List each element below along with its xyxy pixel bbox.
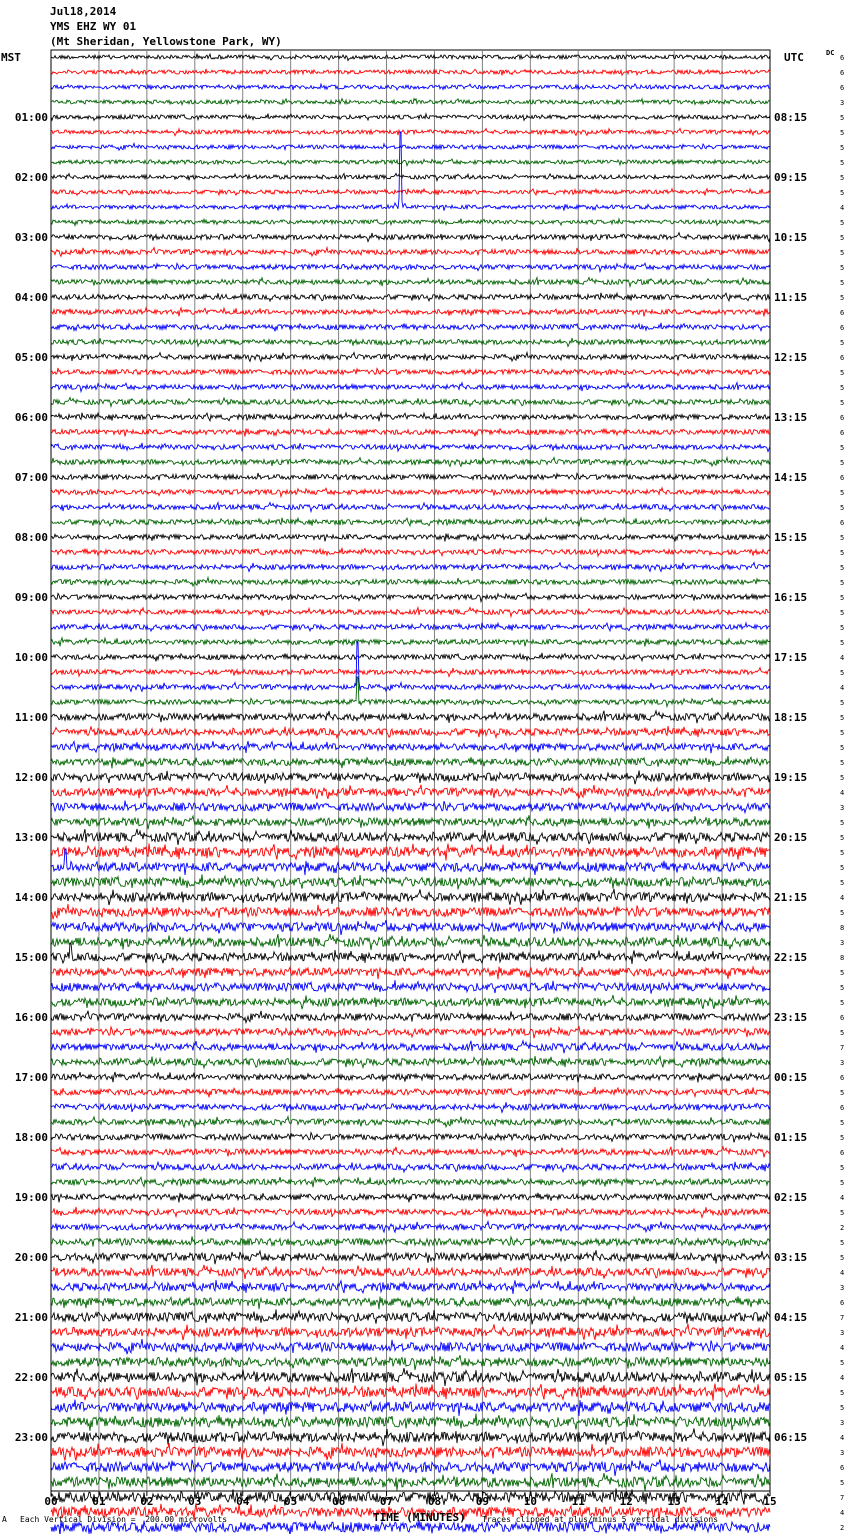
seismic-trace [51, 1265, 770, 1279]
seismic-trace [51, 413, 770, 422]
dc-value: 6 [840, 1104, 845, 1112]
right-time-label: 17:15 [774, 651, 808, 664]
seismic-trace [51, 1133, 770, 1143]
dc-value: 5 [840, 504, 845, 512]
seismic-trace [51, 1428, 770, 1446]
seismic-trace [51, 278, 770, 287]
seismic-trace [51, 534, 770, 542]
seismic-trace [51, 1236, 770, 1246]
dc-value: 6 [840, 1074, 845, 1082]
seismic-trace [51, 563, 770, 572]
seismic-trace [51, 503, 770, 512]
seismic-trace [51, 578, 770, 587]
seismic-trace [51, 1339, 770, 1354]
dc-value: 4 [840, 1434, 845, 1442]
dc-value: 3 [840, 804, 845, 812]
dc-value: 5 [840, 1089, 845, 1097]
seismic-trace [51, 308, 770, 317]
seismic-trace [51, 1177, 770, 1187]
dc-value: 5 [840, 759, 845, 767]
right-time-label: 20:15 [774, 831, 808, 844]
dc-value: 4 [840, 1509, 845, 1517]
right-time-label: 11:15 [774, 291, 808, 304]
seismic-trace [51, 1011, 770, 1023]
dc-value: 5 [840, 444, 845, 452]
left-time-label: 22:00 [14, 1371, 48, 1384]
dc-value: 5 [840, 1239, 845, 1247]
right-time-label: 16:15 [774, 591, 808, 604]
right-time-label: 14:15 [774, 471, 808, 484]
seismic-trace [51, 1459, 770, 1476]
station-location: (Mt Sheridan, Yellowstone Park, WY) [50, 35, 282, 48]
dc-value: 5 [840, 384, 845, 392]
dc-value: 5 [840, 909, 845, 917]
seismic-trace [51, 548, 770, 556]
dc-value: 5 [840, 699, 845, 707]
seismic-trace [51, 1250, 770, 1264]
x-tick-label: 13 [667, 1495, 681, 1508]
dc-value: 5 [840, 609, 845, 617]
x-tick-label: 08 [427, 1495, 442, 1508]
left-time-label: 15:00 [14, 951, 48, 964]
left-time-label: 06:00 [14, 411, 48, 424]
x-tick-label: 09 [475, 1495, 490, 1508]
seismic-trace [51, 323, 770, 332]
dc-value: 5 [840, 144, 845, 152]
dc-value: 5 [840, 369, 845, 377]
right-time-label: 21:15 [774, 891, 808, 904]
seismic-trace [51, 608, 770, 617]
dc-value: 4 [840, 654, 845, 662]
seismic-trace [51, 668, 770, 677]
seismic-trace [51, 1041, 770, 1053]
dc-value: 6 [840, 1464, 845, 1472]
dc-value: 5 [840, 819, 845, 827]
dc-value: 5 [840, 594, 845, 602]
x-tick-label: 04 [236, 1495, 250, 1508]
dc-value: 5 [840, 564, 845, 572]
dc-value: 5 [840, 339, 845, 347]
dc-value: 2 [840, 1524, 845, 1532]
right-time-label: 15:15 [774, 531, 808, 544]
dc-value: 5 [840, 579, 845, 587]
seismic-trace [51, 980, 770, 993]
seismic-trace [51, 653, 770, 662]
right-time-label: 05:15 [774, 1371, 808, 1384]
dc-value: 7 [840, 1494, 845, 1502]
right-time-label: 13:15 [774, 411, 808, 424]
dc-value: 3 [840, 1284, 845, 1292]
seismic-trace [51, 593, 770, 601]
seismic-trace [51, 128, 770, 135]
seismic-trace [51, 756, 770, 768]
seismic-trace [51, 1056, 770, 1068]
left-time-label: 14:00 [14, 891, 48, 904]
dc-value: 7 [840, 1314, 845, 1322]
seismic-trace [51, 1368, 770, 1386]
left-timezone-label: MST [1, 51, 21, 64]
x-tick-label: 14 [715, 1495, 729, 1508]
seismic-trace [51, 1072, 770, 1082]
dc-value: 6 [840, 54, 845, 62]
dc-value: 7 [840, 1044, 845, 1052]
seismic-trace [51, 919, 770, 935]
seismic-trace [51, 233, 770, 242]
seismic-trace [51, 368, 770, 376]
x-tick-label: 11 [571, 1495, 585, 1508]
left-time-label: 16:00 [14, 1011, 48, 1024]
dc-value: 5 [840, 1164, 845, 1172]
seismic-trace [51, 801, 770, 813]
dc-value: 5 [840, 189, 845, 197]
x-tick-label: 10 [523, 1495, 537, 1508]
left-time-label: 11:00 [14, 711, 48, 724]
x-tick-label: 12 [619, 1495, 633, 1508]
dc-value: 5 [840, 459, 845, 467]
right-time-label: 09:15 [774, 171, 808, 184]
seismic-trace [51, 383, 770, 392]
plot-date: Jul18,2014 [50, 5, 117, 18]
seismic-trace [51, 143, 770, 150]
dc-value: 5 [840, 1404, 845, 1412]
seismic-trace [51, 189, 770, 196]
dc-value: 5 [840, 1119, 845, 1127]
dc-value: 5 [840, 864, 845, 872]
seismic-trace [51, 398, 770, 407]
left-time-label: 19:00 [14, 1191, 48, 1204]
seismic-trace [51, 1087, 770, 1097]
dc-value: 6 [840, 84, 845, 92]
dc-value: 5 [840, 999, 845, 1007]
seismic-trace [51, 114, 770, 121]
dc-value: 3 [840, 939, 845, 947]
seismic-trace [51, 934, 770, 950]
right-time-label: 10:15 [774, 231, 808, 244]
dc-value: 4 [840, 1269, 845, 1277]
x-tick-label: 05 [284, 1495, 298, 1508]
dc-value: 5 [840, 729, 845, 737]
seismic-trace [51, 458, 770, 467]
x-tick-label: 06 [331, 1495, 346, 1508]
seismic-trace [51, 1147, 770, 1158]
dc-value: 4 [840, 789, 845, 797]
dc-value: 5 [840, 114, 845, 122]
dc-value: 5 [840, 1134, 845, 1142]
right-time-label: 01:15 [774, 1131, 808, 1144]
dc-value: 3 [840, 1329, 845, 1337]
seismic-trace [51, 1117, 770, 1128]
dc-value: 5 [840, 1479, 845, 1487]
seismic-trace [51, 99, 770, 105]
seismic-trace [51, 967, 770, 980]
seismic-trace [51, 874, 770, 889]
seismic-trace [51, 1297, 770, 1310]
seismic-trace [51, 443, 770, 452]
right-time-label: 02:15 [774, 1191, 808, 1204]
dc-value: 5 [840, 714, 845, 722]
left-time-label: 03:00 [14, 231, 48, 244]
dc-column-label: DC [826, 49, 835, 57]
seismic-trace [51, 1383, 770, 1400]
seismic-trace [51, 54, 770, 61]
dc-value: 5 [840, 1254, 845, 1262]
dc-value: 5 [840, 159, 845, 167]
clip-note: Traces clipped at plus/minus 5 vertical divisions [482, 1515, 719, 1524]
seismic-trace [51, 159, 770, 166]
seismic-trace [51, 1473, 770, 1491]
seismic-trace [51, 1207, 770, 1218]
dc-value: 6 [840, 1149, 845, 1157]
dc-value: 5 [840, 1179, 845, 1187]
seismic-trace [51, 904, 770, 919]
dc-value: 5 [840, 624, 845, 632]
seismic-trace [51, 771, 770, 785]
dc-value: 4 [840, 1374, 845, 1382]
x-tick-label: 03 [188, 1495, 202, 1508]
seismic-trace [51, 518, 770, 527]
right-time-label: 23:15 [774, 1011, 808, 1024]
right-time-label: 00:15 [774, 1071, 808, 1084]
right-time-label: 06:15 [774, 1431, 808, 1444]
right-time-label: 18:15 [774, 711, 808, 724]
seismic-trace [51, 785, 770, 799]
dc-value: 5 [840, 129, 845, 137]
dc-value: 8 [840, 954, 845, 962]
x-tick-label: 15 [763, 1495, 777, 1508]
seismic-trace [51, 815, 770, 829]
seismic-trace [51, 726, 770, 738]
dc-value: 6 [840, 519, 845, 527]
seismic-trace [51, 995, 770, 1009]
dc-value: 4 [840, 894, 845, 902]
dc-value: 5 [840, 879, 845, 887]
dc-value: 5 [840, 249, 845, 257]
seismic-trace [51, 293, 770, 301]
dc-value: 5 [840, 639, 845, 647]
dc-value: 5 [840, 774, 845, 782]
seismic-trace [51, 642, 770, 691]
dc-value: 5 [840, 1359, 845, 1367]
seismic-trace [51, 1400, 770, 1416]
left-time-label: 01:00 [14, 111, 48, 124]
seismic-trace [51, 1222, 770, 1233]
dc-value: 5 [840, 264, 845, 272]
dc-value: 6 [840, 69, 845, 77]
dc-value: 5 [840, 294, 845, 302]
seismic-trace [51, 132, 770, 211]
right-time-label: 03:15 [774, 1251, 808, 1264]
left-time-label: 17:00 [14, 1071, 48, 1084]
dc-value: 4 [840, 684, 845, 692]
dc-value: 5 [840, 849, 845, 857]
dc-value: 5 [840, 984, 845, 992]
dc-value: 5 [840, 234, 845, 242]
left-time-label: 20:00 [14, 1251, 48, 1264]
scale-note: Each Vertical Division = 200.00 microvolts [20, 1515, 228, 1524]
seismic-trace [51, 677, 770, 707]
dc-value: 5 [840, 669, 845, 677]
dc-value: 5 [840, 969, 845, 977]
x-tick-label: 00 [44, 1495, 58, 1508]
dc-value: 5 [840, 534, 845, 542]
seismic-trace [51, 943, 770, 964]
dc-value: 5 [840, 1209, 845, 1217]
x-axis-title: TIME (MINUTES) [373, 1511, 466, 1524]
seismic-trace [51, 1162, 770, 1172]
left-time-label: 05:00 [14, 351, 48, 364]
left-time-label: 10:00 [14, 651, 48, 664]
seismic-trace [51, 1355, 770, 1370]
seismic-trace [51, 1193, 770, 1203]
seismic-trace [51, 84, 770, 90]
right-time-label: 19:15 [774, 771, 808, 784]
dc-value: 6 [840, 1014, 845, 1022]
dc-value: 6 [840, 414, 845, 422]
left-time-label: 12:00 [14, 771, 48, 784]
dc-value: 5 [840, 219, 845, 227]
seismic-trace [51, 1443, 770, 1461]
left-time-label: 07:00 [14, 471, 48, 484]
x-tick-label: 01 [92, 1495, 106, 1508]
dc-value: 6 [840, 1299, 845, 1307]
seismic-trace [51, 1280, 770, 1294]
dc-value: 3 [840, 1059, 845, 1067]
dc-value: 8 [840, 924, 845, 932]
seismic-trace [51, 353, 770, 362]
seismic-trace [51, 889, 770, 905]
dc-value: 3 [840, 1449, 845, 1457]
left-time-label: 02:00 [14, 171, 48, 184]
seismic-trace [51, 488, 770, 497]
seismic-trace [51, 173, 770, 180]
left-time-label: 09:00 [14, 591, 48, 604]
dc-value: 5 [840, 549, 845, 557]
dc-value: 6 [840, 429, 845, 437]
left-time-label: 18:00 [14, 1131, 48, 1144]
seismic-trace [51, 741, 770, 753]
dc-value: 3 [840, 1419, 845, 1427]
dc-value: 5 [840, 399, 845, 407]
dc-value: 2 [840, 1224, 845, 1232]
dc-value: 5 [840, 744, 845, 752]
station-code: YMS EHZ WY 01 [50, 20, 137, 33]
left-time-label: 04:00 [14, 291, 48, 304]
seismic-trace [51, 623, 770, 631]
left-time-label: 08:00 [14, 531, 48, 544]
right-timezone-label: UTC [784, 51, 804, 64]
seismic-trace [51, 473, 770, 480]
dc-value: 4 [840, 1344, 845, 1352]
right-time-label: 08:15 [774, 111, 808, 124]
seismic-trace [51, 829, 770, 845]
dc-value: 6 [840, 474, 845, 482]
seismic-trace [51, 1324, 770, 1340]
dc-value: 3 [840, 99, 845, 107]
left-time-label: 21:00 [14, 1311, 48, 1324]
seismic-trace [51, 1414, 770, 1431]
right-time-label: 04:15 [774, 1311, 808, 1324]
dc-value: 4 [840, 1194, 845, 1202]
dc-value: 4 [840, 204, 845, 212]
seismic-trace [51, 711, 770, 723]
dc-value: 5 [840, 1029, 845, 1037]
seismic-trace [51, 248, 770, 257]
seismic-trace [51, 338, 770, 347]
dc-value: 5 [840, 489, 845, 497]
seismic-trace [51, 219, 770, 226]
seismic-trace [51, 69, 770, 76]
dc-value: 6 [840, 309, 845, 317]
x-tick-label: 07 [379, 1495, 394, 1508]
seismic-trace [51, 1027, 770, 1039]
left-time-label: 13:00 [14, 831, 48, 844]
dc-value: 5 [840, 834, 845, 842]
seismic-trace [51, 1102, 770, 1112]
right-time-label: 22:15 [774, 951, 808, 964]
right-time-label: 12:15 [774, 351, 808, 364]
dc-value: 6 [840, 324, 845, 332]
x-tick-label: 02 [140, 1495, 154, 1508]
left-time-label: 23:00 [14, 1431, 48, 1444]
seismic-trace [51, 1309, 770, 1324]
corner-mark: A [2, 1515, 7, 1524]
seismic-trace [51, 638, 770, 647]
dc-value: 5 [840, 279, 845, 287]
seismic-trace [51, 843, 770, 860]
dc-value: 6 [840, 354, 845, 362]
seismic-trace [51, 263, 770, 271]
dc-value: 5 [840, 1389, 845, 1397]
dc-value: 5 [840, 174, 845, 182]
seismic-trace [51, 429, 770, 437]
